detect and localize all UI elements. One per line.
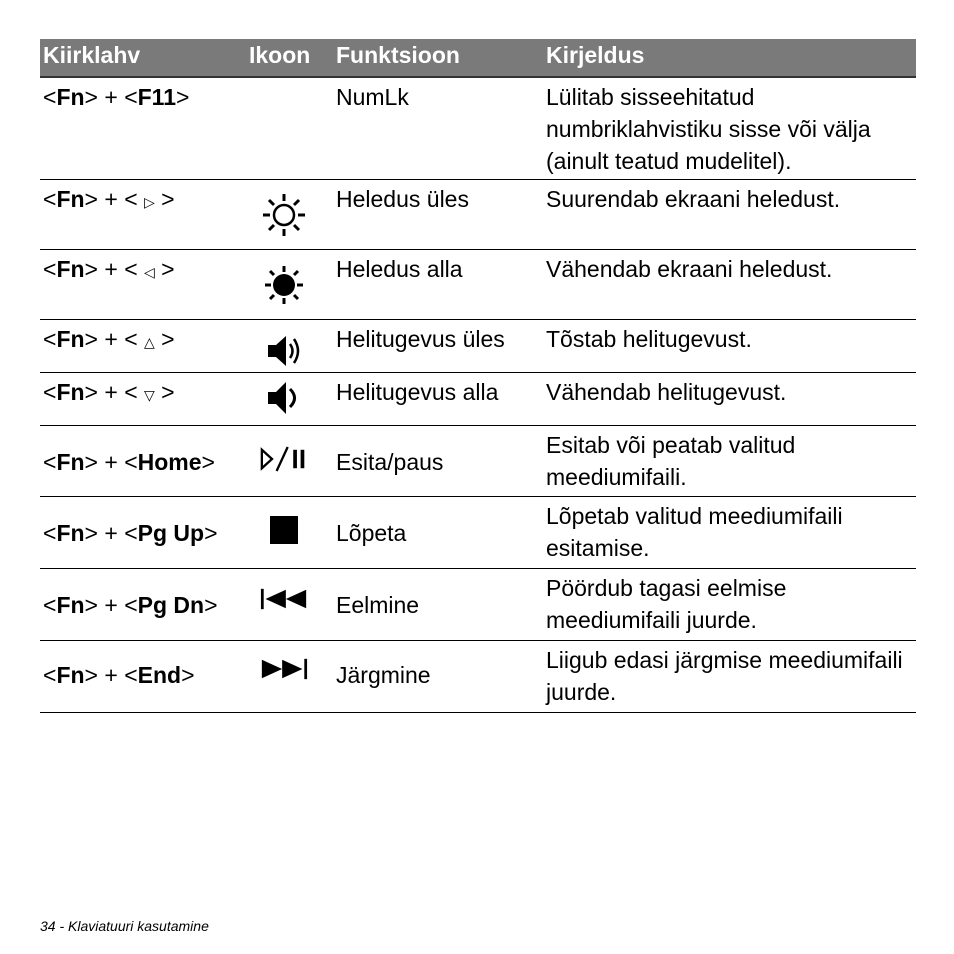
- volume-up-icon: [260, 332, 308, 370]
- main-key: ▽: [144, 387, 155, 403]
- play-pause-icon: [260, 444, 308, 474]
- table-row: [40, 641, 916, 713]
- page-footer: 34 - Klaviatuuri kasutamine: [40, 918, 209, 934]
- function-name: Helitugevus alla: [336, 379, 499, 405]
- fn-key: Fn: [56, 662, 85, 688]
- header-kirjeldus: Kirjeldus: [546, 42, 645, 68]
- shortcut-key: <Fn> + <F11>: [43, 84, 190, 110]
- fn-key: Fn: [56, 449, 85, 475]
- function-description: Vähendab ekraani heledust.: [546, 256, 833, 282]
- shortcut-table: [40, 39, 916, 713]
- function-name: Järgmine: [336, 662, 431, 688]
- function-description: Suurendab ekraani heledust.: [546, 186, 841, 212]
- function-description: Lõpetab valitud meediumifaili esitamise.: [546, 503, 843, 561]
- brightness-down-icon: [260, 262, 308, 308]
- header-ikoon: Ikoon: [249, 42, 311, 68]
- table-row: [40, 78, 916, 180]
- fn-key: Fn: [56, 520, 85, 546]
- header-kiirklahv: Kiirklahv: [43, 42, 141, 68]
- table-row: [40, 250, 916, 320]
- table-row: [40, 320, 916, 373]
- shortcut-key: <Fn> + <Pg Up>: [43, 520, 218, 546]
- volume-down-icon: [260, 377, 308, 419]
- table-header: [40, 39, 916, 78]
- function-name: Helitugevus üles: [336, 326, 505, 352]
- fn-key: Fn: [56, 326, 85, 352]
- brightness-up-icon: [260, 192, 308, 238]
- table-row: [40, 569, 916, 641]
- shortcut-key: <Fn> + < ◁ >: [43, 256, 175, 282]
- main-key: ▷: [144, 194, 155, 210]
- shortcut-key: <Fn> + <Home>: [43, 449, 215, 475]
- function-description: Esitab või peatab valitud meediumifaili.: [546, 432, 796, 490]
- fn-key: Fn: [56, 592, 85, 618]
- main-key: F11: [137, 84, 176, 110]
- function-description: Lülitab sisseehitatud numbriklahvistiku sisse või välja (ainult teatud mudelitel).: [546, 84, 871, 174]
- shortcut-key: <Fn> + <End>: [43, 662, 195, 688]
- main-key: Pg Dn: [137, 592, 205, 618]
- main-key: Pg Up: [137, 520, 205, 546]
- table-row: [40, 426, 916, 497]
- fn-key: Fn: [56, 84, 85, 110]
- main-key: ◁: [144, 264, 155, 280]
- function-name: Esita/paus: [336, 449, 444, 475]
- function-name: Eelmine: [336, 592, 420, 618]
- next-track-icon: [260, 657, 308, 681]
- shortcut-key: <Fn> + < ▽ >: [43, 379, 175, 405]
- function-name: NumLk: [336, 84, 409, 110]
- function-description: Pöördub tagasi eelmise meediumifaili juurde.: [546, 575, 787, 633]
- fn-key: Fn: [56, 379, 85, 405]
- table-row: [40, 497, 916, 569]
- table-row: [40, 180, 916, 250]
- header-funktsioon: Funktsioon: [336, 42, 460, 68]
- previous-track-icon: [260, 587, 308, 611]
- fn-key: Fn: [56, 256, 85, 282]
- main-key: △: [144, 334, 155, 350]
- main-key: End: [137, 662, 182, 688]
- table-row: [40, 373, 916, 426]
- function-name: Heledus üles: [336, 186, 469, 212]
- shortcut-key: <Fn> + <Pg Dn>: [43, 592, 218, 618]
- function-description: Vähendab helitugevust.: [546, 379, 787, 405]
- function-description: Tõstab helitugevust.: [546, 326, 752, 352]
- function-name: Lõpeta: [336, 520, 407, 546]
- function-description: Liigub edasi järgmise meediumifaili juurde.: [546, 647, 903, 705]
- fn-key: Fn: [56, 186, 85, 212]
- main-key: Home: [137, 449, 202, 475]
- shortcut-key: <Fn> + < ▷ >: [43, 186, 175, 212]
- stop-icon: [260, 515, 308, 545]
- function-name: Heledus alla: [336, 256, 463, 282]
- shortcut-key: <Fn> + < △ >: [43, 326, 175, 352]
